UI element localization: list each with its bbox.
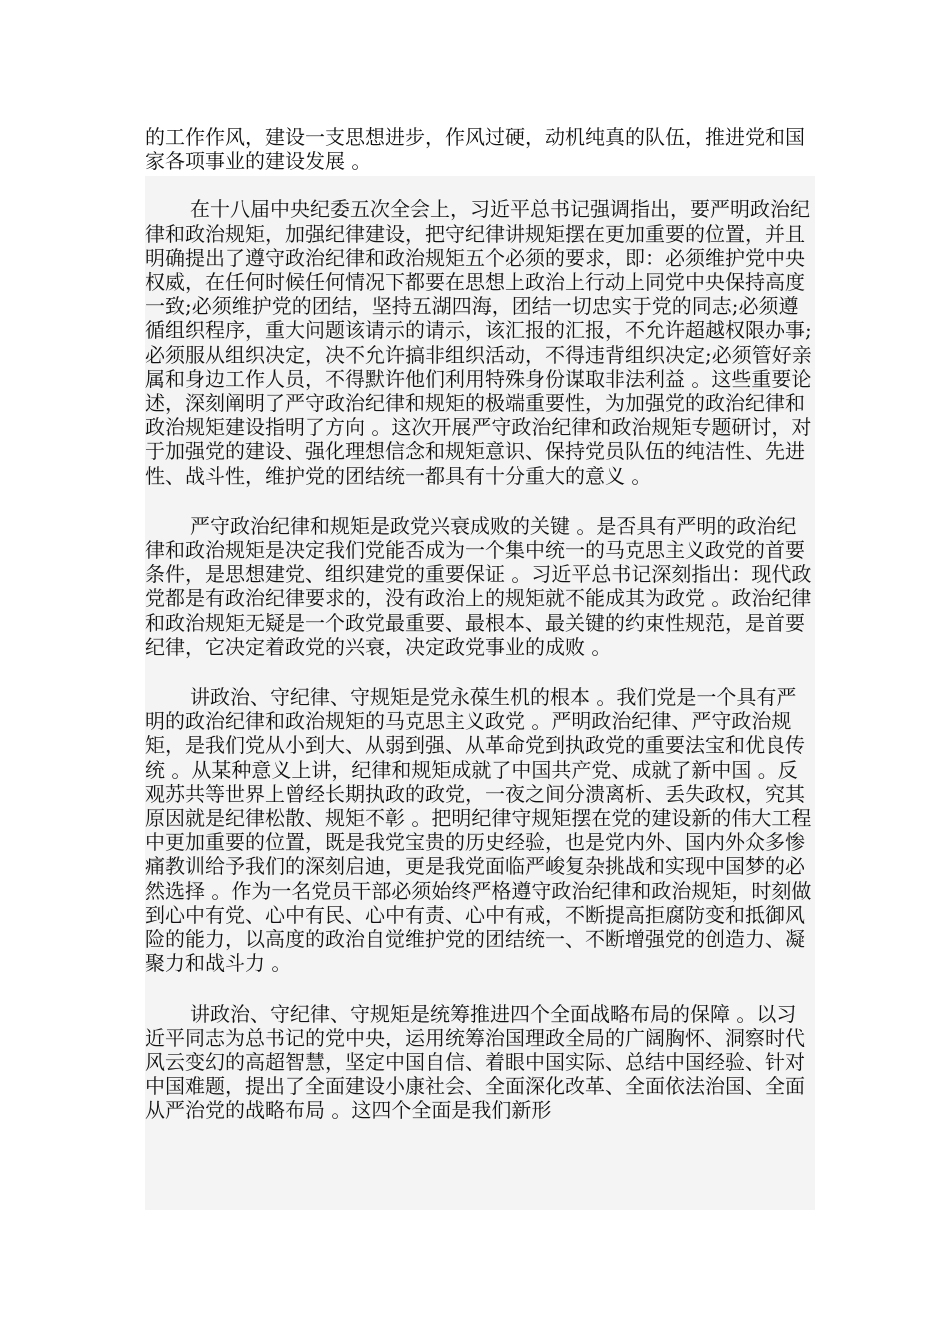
document-body bbox=[145, 125, 815, 1123]
paragraph-2: 在十八届中央纪委五次全会上，习近平总书记强调指出，要严明政治纪律和政治规矩，加强纪律建设，把守纪律讲规矩摆在更加重要的位置，并且明确提出了遵守政治纪律和政治规矩五个必须的要求，即：必须维护党中央权威，在任何时候任何情况下都要在思想上政治上行动上同党中央保持高度一致;必须维护党的团结，坚持五湖四海，团结一切忠实于党的同志;必须遵循组织程序，重大问题该请示的请示，该汇报的汇报，不允许超越权限办事;必须服从组织决定，决不允许搞非组织活动，不得违背组织决定;必须管好亲属和身边工作人员，不得默许他们利用特殊身份谋取非法利益 。这些重要论述，深刻阐明了严守政治纪律和规矩的极端重要性，为加强党的政治纪律和政治规矩建设指明了方向 。这次开展严守政治纪律和政治规矩专题研讨，对于加强党的建设、强化理想信念和规矩意识、保持党员队伍的纯洁性、先进性、战斗性，维护党的团结统一都具有十分重大的意义 。 bbox=[145, 197, 812, 488]
paragraph-1: 的工作作风，建设一支思想进步，作风过硬，动机纯真的队伍，推进党和国家各项事业的建设发展 。 bbox=[145, 125, 805, 174]
paragraph-3: 严守政治纪律和规矩是政党兴衰成败的关键 。是否具有严明的政治纪律和政治规矩是决定我们党能否成为一个集中统一的马克思主义政党的首要条件，是思想建党、组织建党的重要保证 。习近平总书记深刻指出：现代政党都是有政治纪律要求的，没有政治上的规矩就不能成其为政党 。政治纪律和政治规矩无疑是一个政党最重要、最根本、最关键的约束性规范，是首要纪律，它决定着政党的兴衰，决定政党事业的成败 。 bbox=[145, 513, 812, 659]
paragraph-4: 讲政治、守纪律、守规矩是党永葆生机的根本 。我们党是一个具有严明的政治纪律和政治规矩的马克思主义政党 。严明政治纪律、严守政治规矩，是我们党从小到大、从弱到强、从革命党到执政党的重要法宝和优良传统 。从某种意义上讲，纪律和规矩成就了中国共产党、成就了新中国 。反观苏共等世界上曾经长期执政的政党，一夜之间分溃离析、丢失政权，究其原因就是纪律松散、规矩不彰 。把明纪律守规矩摆在党的建设新的伟大工程中更加重要的位置，既是我党宝贵的历史经验，也是党内外、国内外众多惨痛教训给予我们的深刻启迪，更是我党面临严峻复杂挑战和实现中国梦的必然选择 。作为一名党员干部必须始终严格遵守政治纪律和政治规矩，时刻做到心中有党、心中有民、心中有责、心中有戒，不断提高拒腐防变和抵御风险的能力，以高度的政治自觉维护党的团结统一、不断增强党的创造力、凝聚力和战斗力 。 bbox=[145, 685, 812, 976]
paragraph-5: 讲政治、守纪律、守规矩是统筹推进四个全面战略布局的保障 。以习近平同志为总书记的党中央，运用统筹治国理政全局的广阔胸怀、洞察时代风云变幻的高超智慧，坚定中国自信、着眼中国实际、总结中国经验、针对中国难题，提出了全面建设小康社会、全面深化改革、全面依法治国、全面从严治党的战略布局 。这四个全面是我们新形 bbox=[145, 1001, 805, 1123]
